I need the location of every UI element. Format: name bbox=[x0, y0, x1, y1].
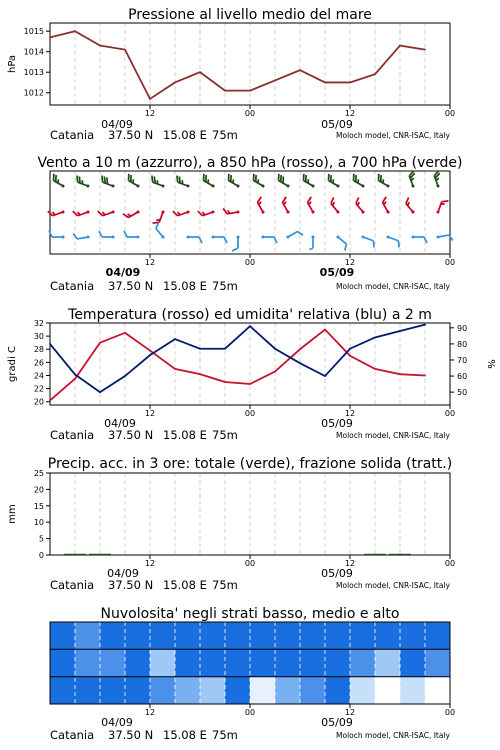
y-tick-label: 10 bbox=[33, 518, 44, 528]
x-tick-label: 12 bbox=[144, 109, 156, 118]
wind-barb bbox=[123, 206, 140, 220]
y-tick-label: 60 bbox=[457, 372, 468, 382]
wind-barb-shaft bbox=[338, 237, 346, 244]
model-credit: Moloch model, CNR-ISAC, Italy bbox=[336, 282, 450, 291]
cloud-cell bbox=[175, 622, 200, 649]
y-tick-label: 1014 bbox=[23, 47, 44, 57]
humidity-line-point bbox=[149, 354, 151, 356]
pressure-y-ticks bbox=[24, 27, 50, 98]
wind-barb-shaft bbox=[77, 237, 88, 239]
location-alt: 75m bbox=[212, 728, 238, 742]
wind-barb-feather bbox=[124, 231, 127, 237]
wind-barb-shaft bbox=[331, 204, 338, 212]
wind-barb-feather bbox=[343, 244, 349, 251]
wind-barb bbox=[255, 197, 269, 214]
humidity-line-point bbox=[224, 348, 226, 350]
cloud-cell bbox=[275, 677, 300, 704]
pressure-line-point bbox=[324, 82, 326, 84]
wind-barb bbox=[310, 236, 315, 250]
x-tick-label: 12 bbox=[344, 708, 356, 717]
y-tick-label: 0 bbox=[38, 551, 44, 560]
humidity-line-point bbox=[174, 338, 176, 340]
wind-barb bbox=[305, 197, 319, 214]
precipitation-date-2: 05/09 bbox=[321, 567, 353, 580]
model-credit: Moloch model, CNR-ISAC, Italy bbox=[336, 581, 450, 590]
y-tick-label: 90 bbox=[457, 323, 468, 333]
location-name: Catania bbox=[50, 428, 95, 442]
cloud-cell bbox=[225, 622, 250, 649]
location-lat: 37.50 N bbox=[108, 428, 154, 442]
cloud-cell bbox=[425, 649, 450, 676]
wind-barb bbox=[407, 171, 419, 188]
pressure-line-point bbox=[74, 30, 76, 32]
wind-barb-head bbox=[62, 236, 65, 239]
x-tick-label: 00 bbox=[244, 409, 256, 418]
x-tick-label: 00 bbox=[444, 409, 456, 418]
wind-barb-feather bbox=[310, 248, 314, 250]
cloud-cell bbox=[125, 677, 150, 704]
x-tick-label: 00 bbox=[244, 109, 256, 118]
pressure-line-point bbox=[224, 90, 226, 92]
wind-barb bbox=[174, 176, 191, 188]
pressure-title: Pressione al livello medio del mare bbox=[128, 7, 372, 23]
cloud-footer bbox=[50, 728, 451, 742]
wind-x-ticks bbox=[145, 254, 455, 267]
pressure-series bbox=[49, 30, 426, 99]
cloud-title: Nuvolosita' negli strati basso, medio e alto bbox=[100, 606, 400, 622]
humidity-y-ticks bbox=[450, 324, 467, 397]
x-tick-label: 00 bbox=[244, 559, 256, 568]
wind-barb-head bbox=[412, 236, 415, 239]
pressure-y-label: hPa bbox=[7, 54, 18, 74]
wind-barb-head bbox=[436, 235, 439, 238]
cloud-cell bbox=[50, 649, 75, 676]
temperature-line-point bbox=[299, 348, 301, 350]
cloud-cell bbox=[350, 649, 375, 676]
wind-barb-shaft bbox=[438, 202, 442, 212]
cloud-cell bbox=[375, 677, 400, 704]
temperature-line-point bbox=[374, 368, 376, 370]
location-lat: 37.50 N bbox=[108, 728, 154, 742]
precipitation-date-1: 04/09 bbox=[107, 567, 139, 580]
wind-barb bbox=[125, 174, 142, 188]
x-tick-label: 12 bbox=[144, 409, 156, 418]
y-tick-label: 15 bbox=[33, 501, 44, 511]
temperature-line-point bbox=[149, 350, 151, 352]
pressure-line-point bbox=[424, 49, 426, 51]
wind-barb bbox=[50, 174, 67, 188]
temperature-line-point bbox=[399, 373, 401, 375]
precip-bar bbox=[364, 554, 386, 555]
wind-barb bbox=[353, 197, 369, 214]
wind-barb bbox=[432, 171, 444, 188]
wind-barb bbox=[380, 197, 394, 214]
cloud-cell bbox=[350, 677, 375, 704]
temperature-series bbox=[49, 324, 426, 402]
location-lon: 15.08 E bbox=[163, 279, 207, 293]
wind-barb-feather bbox=[232, 248, 238, 251]
location-lon: 15.08 E bbox=[163, 578, 207, 592]
wind-barb bbox=[149, 176, 166, 188]
wind-barb bbox=[232, 236, 240, 252]
y-tick-label: 80 bbox=[457, 339, 468, 349]
cloud-x-ticks bbox=[145, 704, 455, 717]
model-credit: Moloch model, CNR-ISAC, Italy bbox=[336, 431, 450, 440]
y-tick-label: 20 bbox=[33, 397, 44, 407]
cloud-cell bbox=[50, 677, 75, 704]
humidity-y-label: % bbox=[485, 359, 496, 369]
wind-barb bbox=[225, 174, 242, 188]
wind-barb-feather bbox=[123, 212, 129, 219]
wind-barb bbox=[360, 235, 377, 247]
precipitation-x-ticks bbox=[145, 555, 455, 568]
wind-barb bbox=[350, 174, 367, 188]
humidity-line-point bbox=[74, 374, 76, 376]
location-alt: 75m bbox=[212, 128, 238, 142]
x-tick-label: 00 bbox=[444, 708, 456, 717]
wind-title: Vento a 10 m (azzurro), a 850 hPa (rosso), a 700 hPa (verde) bbox=[37, 155, 463, 171]
cloud-cell bbox=[300, 649, 325, 676]
temperature-line-point bbox=[99, 342, 101, 344]
cloud-cell bbox=[75, 649, 100, 676]
temperature-x-ticks bbox=[145, 405, 455, 418]
wind-barb bbox=[49, 231, 65, 239]
humidity-line-point bbox=[99, 391, 101, 393]
location-lat: 37.50 N bbox=[108, 578, 154, 592]
wind-barb-feather bbox=[256, 197, 263, 203]
temperature-y-ticks bbox=[34, 319, 50, 407]
x-tick-label: 12 bbox=[344, 109, 356, 118]
cloud-cell bbox=[325, 649, 350, 676]
cloud-cell bbox=[425, 622, 450, 649]
wind-barb-feather bbox=[99, 231, 102, 237]
cloud-cell bbox=[125, 649, 150, 676]
pressure-footer bbox=[50, 128, 451, 142]
wind-barb-feather bbox=[306, 197, 313, 203]
temperature-footer bbox=[50, 428, 451, 442]
cloud-cell bbox=[425, 677, 450, 704]
wind-barb-shaft bbox=[356, 204, 363, 212]
wind-barb bbox=[275, 174, 292, 188]
pressure-line-point bbox=[299, 69, 301, 71]
pressure-line-point bbox=[149, 98, 151, 100]
wind-barb-feather bbox=[274, 237, 277, 243]
x-tick-label: 12 bbox=[344, 258, 356, 267]
location-lon: 15.08 E bbox=[163, 728, 207, 742]
pressure-line-point bbox=[374, 73, 376, 75]
y-tick-label: 32 bbox=[33, 319, 44, 328]
temperature-plot-frame bbox=[50, 323, 450, 405]
y-tick-label: 24 bbox=[33, 371, 44, 381]
cloud-cell bbox=[375, 649, 400, 676]
x-tick-label: 12 bbox=[344, 409, 356, 418]
cloud-cell bbox=[400, 622, 425, 649]
precipitation-title: Precip. acc. in 3 ore: totale (verde), frazione solida (tratt.) bbox=[47, 456, 453, 472]
y-tick-label: 50 bbox=[457, 388, 468, 398]
pressure-plot-frame bbox=[50, 23, 450, 105]
humidity-line-point bbox=[349, 348, 351, 350]
y-tick-label: 1015 bbox=[23, 27, 44, 37]
cloud-cell bbox=[325, 622, 350, 649]
precip-bar bbox=[89, 554, 111, 555]
wind-barb-feather bbox=[449, 235, 453, 241]
location-lon: 15.08 E bbox=[163, 128, 207, 142]
precip-bar bbox=[64, 554, 86, 555]
humidity-line-point bbox=[399, 330, 401, 332]
wind-barb-feather bbox=[371, 241, 376, 248]
temperature-line-point bbox=[424, 375, 426, 377]
wind-barb bbox=[333, 235, 350, 251]
wind-barb bbox=[286, 229, 303, 243]
cloud-cell bbox=[150, 677, 175, 704]
wind-barb-head bbox=[187, 236, 190, 239]
wind-footer bbox=[50, 279, 451, 293]
precipitation-footer bbox=[50, 578, 451, 592]
x-tick-label: 12 bbox=[144, 559, 156, 568]
cloud-cell bbox=[250, 622, 275, 649]
temperature-line-point bbox=[174, 368, 176, 370]
temperature-panel bbox=[7, 307, 496, 442]
y-tick-label: 28 bbox=[33, 345, 44, 355]
x-tick-label: 00 bbox=[244, 708, 256, 717]
pressure-line-point bbox=[399, 45, 401, 47]
cloud-date-1: 04/09 bbox=[101, 716, 133, 729]
wind-barb bbox=[99, 176, 116, 188]
wind-barb-feather bbox=[442, 199, 449, 204]
y-tick-label: 5 bbox=[38, 534, 44, 544]
wind-barb-feather bbox=[73, 233, 77, 239]
wind-barb-feather bbox=[424, 237, 427, 243]
wind-barb bbox=[300, 174, 317, 188]
wind-barb-shaft bbox=[438, 235, 449, 237]
humidity-line-point bbox=[299, 362, 301, 364]
cloud-cell bbox=[75, 622, 100, 649]
wind-barb bbox=[328, 197, 344, 214]
model-credit: Moloch model, CNR-ISAC, Italy bbox=[336, 131, 450, 140]
wind-barb-head bbox=[86, 235, 89, 238]
wind-barbs bbox=[48, 171, 453, 251]
cloud-cell bbox=[50, 622, 75, 649]
wind-barb-feather bbox=[199, 237, 202, 243]
wind-barb bbox=[74, 176, 91, 188]
x-tick-label: 00 bbox=[444, 559, 456, 568]
temperature-date-1: 04/09 bbox=[104, 417, 136, 430]
x-tick-label: 12 bbox=[144, 708, 156, 717]
wind-barb bbox=[223, 206, 240, 216]
wind-barb-head bbox=[312, 236, 315, 239]
wind-barb-head bbox=[236, 210, 239, 213]
wind-barb bbox=[153, 222, 169, 239]
wind-barb bbox=[403, 197, 419, 214]
pressure-line-point bbox=[274, 80, 276, 82]
pressure-line-point bbox=[49, 36, 51, 38]
location-alt: 75m bbox=[212, 279, 238, 293]
temperature-line-point bbox=[274, 371, 276, 373]
temperature-line-point bbox=[199, 373, 201, 375]
wind-barb-shaft bbox=[156, 229, 163, 237]
humidity-line-point bbox=[374, 337, 376, 339]
temperature-line-point bbox=[74, 378, 76, 380]
cloud-cell bbox=[350, 622, 375, 649]
cloud-cell bbox=[375, 622, 400, 649]
cloud-cell bbox=[200, 622, 225, 649]
y-tick-label: 1013 bbox=[23, 68, 44, 78]
humidity-line-point bbox=[199, 348, 201, 350]
wind-barb-feather bbox=[396, 241, 401, 248]
precipitation-y-ticks bbox=[34, 469, 50, 560]
location-alt: 75m bbox=[212, 428, 238, 442]
wind-barb-shaft bbox=[363, 237, 373, 241]
cloud-cell bbox=[275, 622, 300, 649]
wind-barb bbox=[280, 197, 294, 214]
cloud-cell bbox=[200, 649, 225, 676]
precipitation-panel bbox=[7, 456, 455, 592]
cloud-cell bbox=[400, 649, 425, 676]
cloud-cell bbox=[100, 649, 125, 676]
wind-barb bbox=[73, 231, 90, 241]
cloud-cells bbox=[50, 622, 450, 704]
temperature-title: Temperatura (rosso) ed umidita' relativa (blu) a 2 m bbox=[68, 307, 432, 323]
location-alt: 75m bbox=[212, 578, 238, 592]
x-tick-label: 12 bbox=[344, 559, 356, 568]
location-lat: 37.50 N bbox=[108, 279, 154, 293]
wind-barb-head bbox=[212, 236, 215, 239]
location-name: Catania bbox=[50, 279, 95, 293]
cloud-cell bbox=[175, 649, 200, 676]
humidity-line bbox=[50, 325, 425, 393]
x-tick-label: 00 bbox=[444, 109, 456, 118]
wind-gridlines bbox=[75, 171, 425, 254]
cloud-cell bbox=[300, 622, 325, 649]
wind-barb-shaft bbox=[388, 237, 398, 241]
cloud-cell bbox=[125, 622, 150, 649]
wind-barb-feather bbox=[381, 197, 388, 203]
y-tick-label: 1012 bbox=[23, 88, 44, 98]
location-name: Catania bbox=[50, 728, 95, 742]
cloud-cell bbox=[150, 622, 175, 649]
humidity-line-point bbox=[49, 343, 51, 345]
pressure-line-point bbox=[349, 82, 351, 84]
cloud-cell bbox=[250, 677, 275, 704]
y-tick-label: 70 bbox=[457, 355, 468, 365]
location-lat: 37.50 N bbox=[108, 128, 154, 142]
cloud-cell bbox=[100, 622, 125, 649]
humidity-line-point bbox=[424, 324, 426, 326]
humidity-line-point bbox=[249, 325, 251, 327]
wind-barb-head bbox=[237, 236, 240, 239]
wind-barb-head bbox=[112, 236, 115, 239]
cloud-date-2: 05/09 bbox=[321, 716, 353, 729]
humidity-line-point bbox=[124, 375, 126, 377]
wind-barb-shaft bbox=[288, 232, 298, 238]
x-tick-label: 00 bbox=[444, 258, 456, 267]
pressure-line-point bbox=[249, 90, 251, 92]
cloud-cell bbox=[200, 677, 225, 704]
cloud-cell bbox=[150, 649, 175, 676]
cloud-cell bbox=[300, 677, 325, 704]
x-tick-label: 00 bbox=[244, 258, 256, 267]
y-tick-label: 26 bbox=[33, 358, 44, 368]
wind-barb bbox=[99, 231, 115, 239]
precipitation-y-label: mm bbox=[7, 504, 18, 524]
pressure-line-point bbox=[199, 71, 201, 73]
wind-barb-feather bbox=[281, 197, 288, 203]
pressure-x-ticks bbox=[145, 105, 455, 118]
wind-date-2: 05/09 bbox=[319, 266, 355, 279]
cloud-cell bbox=[400, 677, 425, 704]
y-tick-label: 25 bbox=[33, 469, 44, 478]
pressure-line-point bbox=[99, 45, 101, 47]
precipitation-plot-frame bbox=[50, 473, 450, 555]
pressure-date-1: 04/09 bbox=[101, 118, 133, 131]
humidity-line-point bbox=[324, 375, 326, 377]
wind-barb-feather bbox=[224, 237, 227, 243]
temperature-line-point bbox=[224, 381, 226, 383]
wind-barb bbox=[436, 198, 448, 215]
temperature-line-point bbox=[49, 400, 51, 402]
pressure-panel bbox=[7, 7, 455, 142]
location-lon: 15.08 E bbox=[163, 428, 207, 442]
y-tick-label: 20 bbox=[33, 485, 44, 495]
wind-barb-head bbox=[262, 236, 265, 239]
temperature-line-point bbox=[124, 332, 126, 334]
pressure-line-point bbox=[174, 82, 176, 84]
wind-barb-shaft bbox=[159, 212, 163, 222]
temperature-y-label: gradi C bbox=[7, 346, 18, 382]
pressure-gridlines bbox=[75, 23, 425, 105]
cloud-cell bbox=[325, 677, 350, 704]
temperature-date-2: 05/09 bbox=[321, 417, 353, 430]
wind-barb bbox=[385, 235, 402, 247]
location-name: Catania bbox=[50, 128, 95, 142]
precipitation-gridlines bbox=[75, 473, 425, 555]
location-name: Catania bbox=[50, 578, 95, 592]
temperature-line-point bbox=[324, 329, 326, 331]
wind-barb bbox=[325, 174, 342, 188]
wind-barb bbox=[124, 231, 140, 239]
temperature-line-point bbox=[349, 355, 351, 357]
x-tick-label: 12 bbox=[144, 258, 156, 267]
wind-barb bbox=[200, 174, 217, 188]
pressure-line-point bbox=[124, 49, 126, 51]
wind-panel bbox=[37, 155, 462, 293]
temperature-line-point bbox=[249, 383, 251, 385]
wind-barb bbox=[250, 174, 267, 188]
cloud-cell bbox=[225, 649, 250, 676]
precip-bar bbox=[389, 554, 411, 555]
wind-barb-head bbox=[137, 236, 140, 239]
cloud-panel bbox=[50, 606, 455, 742]
pressure-date-2: 05/09 bbox=[321, 118, 353, 131]
y-tick-label: 30 bbox=[33, 332, 44, 342]
cloud-cell bbox=[75, 677, 100, 704]
pressure-line bbox=[50, 31, 425, 99]
cloud-cell bbox=[175, 677, 200, 704]
wind-date-1: 04/09 bbox=[105, 266, 141, 279]
cloud-cell bbox=[225, 677, 250, 704]
cloud-cell bbox=[100, 677, 125, 704]
y-tick-label: 22 bbox=[33, 384, 44, 394]
humidity-line-point bbox=[274, 348, 276, 350]
cloud-cell bbox=[275, 649, 300, 676]
wind-barb-shaft bbox=[406, 204, 413, 212]
wind-barb bbox=[375, 174, 392, 188]
model-credit: Moloch model, CNR-ISAC, Italy bbox=[336, 731, 450, 740]
cloud-cell bbox=[250, 649, 275, 676]
